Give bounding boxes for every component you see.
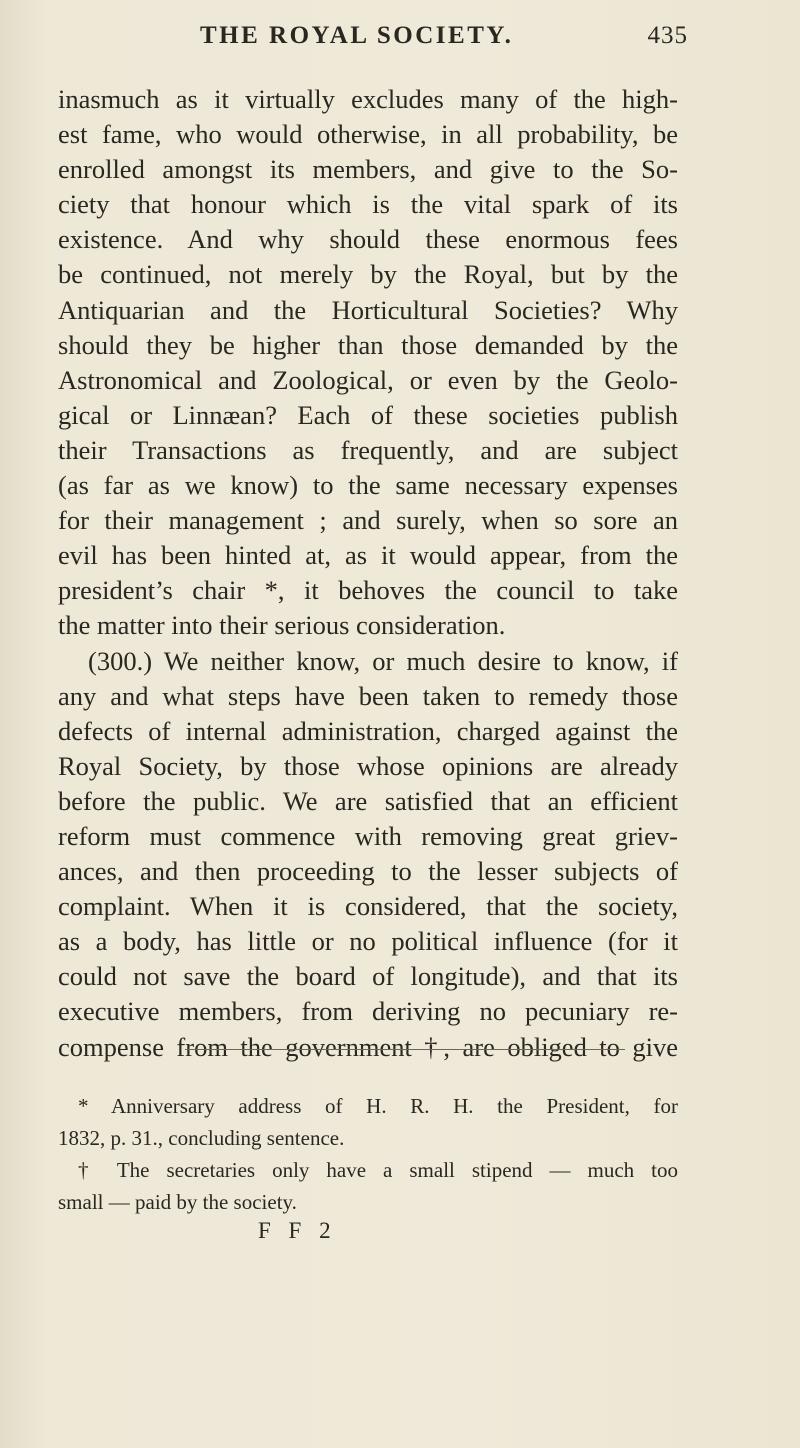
text-line: existence. And why should these enormous fees [58,224,678,255]
footnotes [58,1090,678,1218]
footnote-divider [185,1049,625,1050]
text-line: defects of internal administration, charged against the [58,715,678,746]
text-line: evil has been hinted at, as it would appear, from the [58,540,678,571]
text-line: Astronomical and Zoological, or even by the Geolo- [58,364,678,395]
text-line: est fame, who would otherwise, in all probability, be [58,119,678,150]
page-number: 435 [647,22,688,49]
text-line: for their management ; and surely, when so sore an [58,505,678,536]
text-line: (as far as we know) to the same necessary expenses [58,470,678,501]
text-line: president’s chair *, it behoves the council to take [58,575,678,606]
text-line: should they be higher than those demanded by the [58,329,678,360]
running-title: THE ROYAL SOCIETY. [200,22,514,49]
footnote-line: † The secretaries only have a small stipend — much too [78,1158,678,1182]
signature-mark: F F 2 [258,1218,337,1243]
text-line: be continued, not merely by the Royal, but by the [58,259,678,290]
text-line: inasmuch as it virtually excludes many of the high- [58,84,678,114]
text-line: executive members, from deriving no pecuniary re- [58,996,678,1027]
body-text [58,82,678,1065]
text-line: the matter into their serious consideration. [58,610,506,641]
running-head [200,22,688,62]
text-line: Antiquarian and the Horticultural Societies? Why [58,294,678,325]
text-line: (300.) We neither know, or much desire to know, if [88,645,678,676]
text-line: their Transactions as frequently, and are subject [58,434,678,465]
footnote-line: 1832, p. 31., concluding sentence. [58,1126,345,1150]
text-line: compense from the government †, are obliged to give [58,1031,678,1062]
text-line: ances, and then proceeding to the lesser subjects of [58,856,678,887]
text-line: ciety that honour which is the vital spark of its [58,189,678,220]
text-line: complaint. When it is considered, that the society, [58,891,678,922]
text-line: any and what steps have been taken to remedy those [58,680,678,711]
text-line: before the public. We are satisfied that an efficient [58,785,678,816]
text-line: enrolled amongst its members, and give to the So- [58,154,678,185]
text-line: as a body, has little or no political influence (for it [58,926,678,957]
footnote-line: small — paid by the society. [58,1190,297,1214]
text-line: gical or Linnæan? Each of these societies publish [58,399,678,430]
text-line: reform must commence with removing great griev- [58,820,678,851]
footnote-line: * Anniversary address of H. R. H. the President, for [78,1094,678,1118]
text-line: could not save the board of longitude), and that its [58,961,678,992]
text-line: Royal Society, by those whose opinions are already [58,750,678,781]
